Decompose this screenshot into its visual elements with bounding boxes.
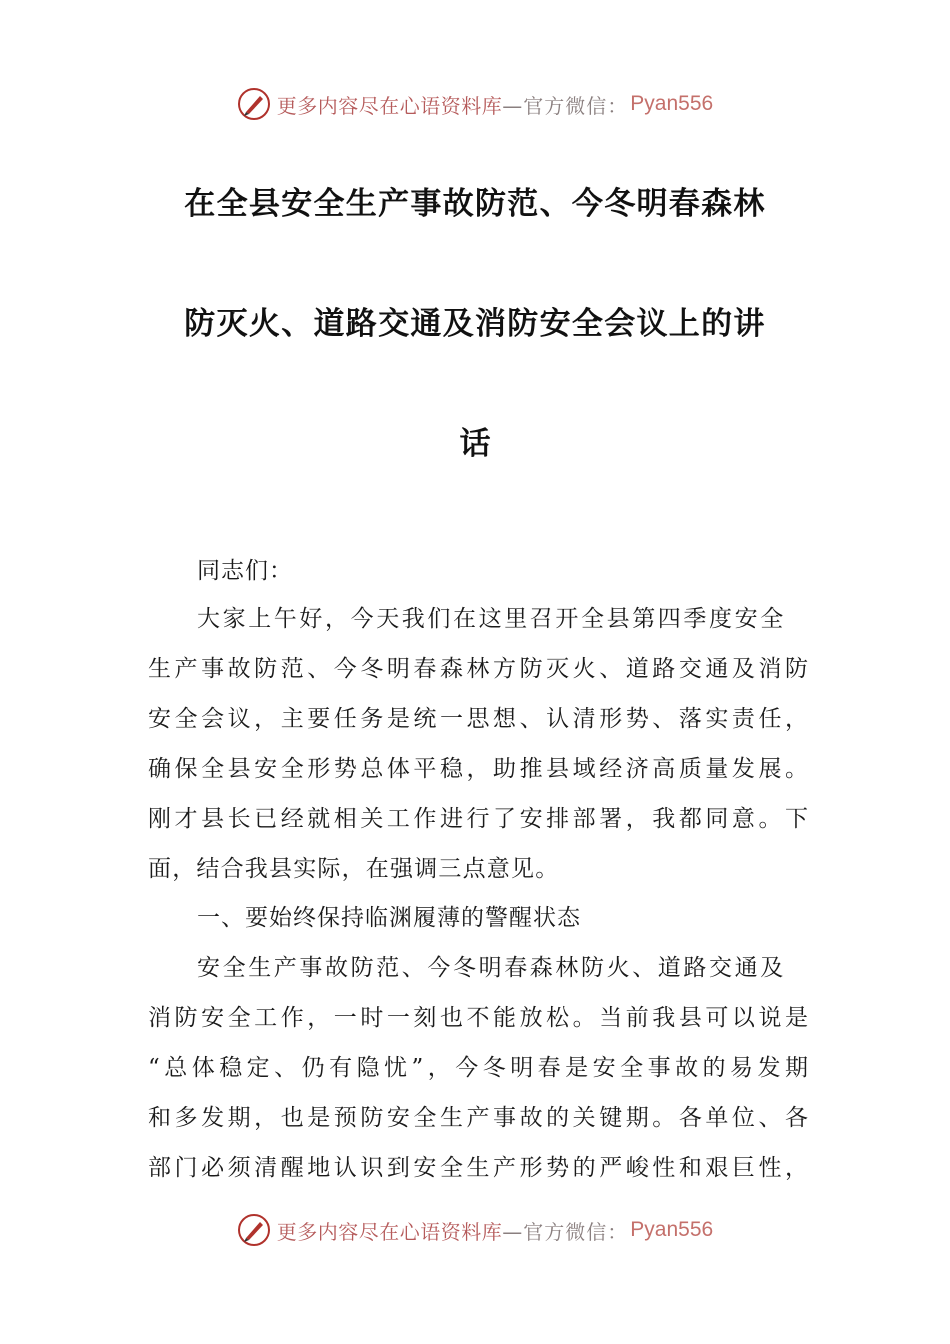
watermark-separator: —官方微信：	[502, 1219, 629, 1244]
watermark-wechat-id: Pyan556	[630, 1218, 714, 1241]
paragraph-1-line: 安全会议，主要任务是统一思想、认清形势、落实责任，	[148, 706, 808, 732]
watermark-footer	[0, 1210, 950, 1250]
watermark-wechat-id: Pyan556	[630, 92, 714, 115]
pen-logo-icon	[237, 87, 271, 121]
document-title-line-3: 话	[459, 426, 491, 462]
section-heading-1: 一、要始终保持临渊履薄的警醒状态	[197, 905, 581, 931]
paragraph-2-line: 消防安全工作，一时一刻也不能放松。当前我县可以说是	[148, 1005, 808, 1031]
watermark-header	[0, 84, 950, 124]
pen-logo-icon	[237, 1213, 271, 1247]
paragraph-2-line: “总体稳定、仍有隐忧”，今冬明春是安全事故的易发期	[148, 1055, 808, 1081]
paragraph-1-line: 大家上午好，今天我们在这里召开全县第四季度安全	[197, 606, 786, 632]
paragraph-2-line: 和多发期，也是预防安全生产事故的关键期。各单位、各	[148, 1105, 808, 1131]
paragraph-1-line: 生产事故防范、今冬明春森林方防灭火、道路交通及消防	[148, 656, 808, 682]
paragraph-1-line: 确保全县安全形势总体平稳，助推县域经济高质量发展。	[148, 756, 808, 782]
paragraph-2-line: 安全生产事故防范、今冬明春森林防火、道路交通及	[197, 955, 786, 981]
paragraph-2-line: 部门必须清醒地认识到安全生产形势的严峻性和艰巨性，	[148, 1155, 808, 1181]
document-title-line-1: 在全县安全生产事故防范、今冬明春森林	[184, 186, 766, 222]
watermark-separator: —官方微信：	[502, 93, 629, 118]
document-title-line-2: 防灭火、道路交通及消防安全会议上的讲	[184, 306, 766, 342]
watermark-text: 更多内容尽在心语资料库	[276, 1219, 503, 1244]
paragraph-1-line: 刚才县长已经就相关工作进行了安排部署，我都同意。下	[148, 806, 808, 832]
salutation: 同志们：	[197, 558, 293, 584]
watermark-text: 更多内容尽在心语资料库	[276, 93, 503, 118]
paragraph-1-line: 面，结合我县实际，在强调三点意见。	[148, 856, 560, 882]
